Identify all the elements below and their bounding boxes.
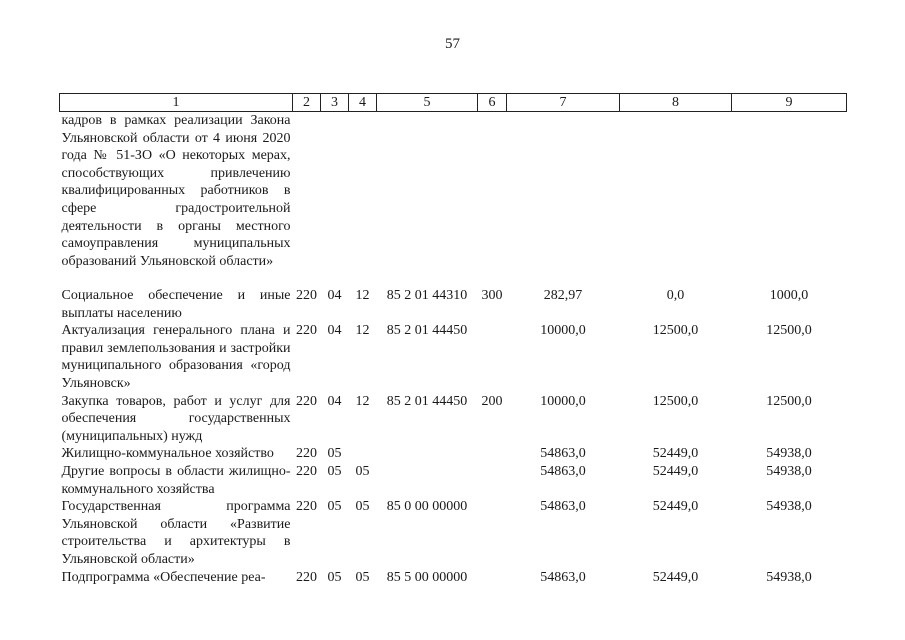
code-section: 04 (327, 288, 342, 303)
code-section: 05 (327, 569, 342, 585)
table-row (60, 569, 847, 587)
amount-col-9: 12500,0 (766, 393, 812, 409)
code-target: 85 5 00 00000 (386, 569, 468, 585)
code-grbs: 220 (296, 288, 317, 303)
table-row (60, 445, 847, 463)
code-expense-type (478, 463, 507, 498)
code-subsection: 12 (355, 393, 370, 409)
code-target: 85 2 01 44450 (386, 393, 468, 409)
amount-col-8: 12500,0 (652, 323, 699, 339)
code-grbs: 220 (296, 323, 317, 339)
code-expense-type (478, 445, 507, 463)
code-expense-type (478, 569, 507, 587)
code-expense-type (478, 322, 507, 392)
table-row (60, 463, 847, 498)
table-row (60, 287, 847, 322)
table-row (60, 393, 847, 446)
code-subsection: 05 (355, 499, 370, 515)
code-grbs: 220 (296, 463, 317, 479)
code-grbs: 220 (296, 499, 317, 515)
amount-col-9: 54938,0 (766, 569, 812, 585)
code-subsection (349, 112, 377, 288)
amount-col-7: 54863,0 (540, 463, 586, 479)
amount-col-8: 52449,0 (652, 499, 699, 515)
code-target: 85 2 01 44310 (386, 288, 468, 303)
table-row (60, 112, 847, 288)
code-section: 05 (327, 463, 342, 479)
code-grbs (293, 112, 321, 288)
header-cell-6: 6 (478, 94, 507, 112)
code-section: 04 (327, 393, 342, 409)
amount-col-8 (620, 112, 732, 288)
amount-col-9: 54938,0 (766, 446, 812, 462)
code-expense-type: 300 (481, 288, 503, 303)
item-name: Другие вопросы в области жилищно-коммунального хозяйства (61, 463, 291, 497)
code-target (377, 445, 478, 463)
code-grbs: 220 (296, 446, 317, 462)
amount-col-9: 12500,0 (766, 323, 812, 339)
item-name: Жилищно-коммунальное хозяйство (61, 446, 274, 462)
amount-col-9: 54938,0 (766, 463, 812, 479)
code-grbs: 220 (296, 393, 317, 409)
header-cell-2: 2 (293, 94, 321, 112)
code-target (377, 463, 478, 498)
amount-col-7: 54863,0 (540, 446, 586, 462)
header-cell-7: 7 (507, 94, 620, 112)
item-name: Актуализация генерального плана и правил землепользования и застройки муниципального образования «город Ульяновск» (61, 323, 291, 391)
code-section (321, 112, 349, 288)
amount-col-7: 10000,0 (540, 393, 586, 409)
code-expense-type: 200 (481, 393, 503, 409)
code-target: 85 0 00 00000 (386, 499, 468, 515)
code-target: 85 2 01 44450 (386, 323, 468, 339)
amount-col-9: 54938,0 (766, 499, 812, 515)
amount-col-8: 52449,0 (652, 569, 699, 585)
amount-col-7: 10000,0 (540, 323, 586, 339)
header-cell-3: 3 (321, 94, 349, 112)
header-cell-9: 9 (732, 94, 847, 112)
header-cell-5: 5 (377, 94, 478, 112)
page-number: 57 (445, 36, 460, 52)
amount-col-8: 52449,0 (652, 446, 699, 462)
header-row (60, 94, 847, 112)
amount-col-8: 12500,0 (652, 393, 699, 409)
code-subsection: 05 (355, 463, 370, 479)
code-subsection (349, 445, 377, 463)
budget-table (59, 93, 847, 586)
amount-col-7: 54863,0 (540, 499, 586, 515)
code-section: 04 (327, 323, 342, 339)
code-expense-type (478, 112, 507, 288)
item-name: Государственная программа Ульяновской области «Развитие строительства и архитектуры в Ульяновской области» (61, 499, 291, 567)
item-name: кадров в рамках реализации Закона Ульяновской области от 4 июня 2020 года № 51-ЗО «О некоторых мерах, способствующих привлечению квалифицированных работников в сфере градостроительной деятельности в органы местного самоуправления муниципальных образований Ульяновской области» (61, 113, 291, 269)
table-row (60, 322, 847, 392)
table-row (60, 498, 847, 568)
amount-col-9 (732, 112, 847, 288)
header-cell-1: 1 (60, 94, 293, 112)
code-section: 05 (327, 499, 342, 515)
item-name: Социальное обеспечение и иные выплаты населению (61, 288, 291, 321)
amount-col-8: 0,0 (666, 288, 685, 303)
code-grbs: 220 (296, 569, 317, 585)
amount-col-7: 282,97 (543, 288, 583, 303)
header-cell-4: 4 (349, 94, 377, 112)
code-expense-type (478, 498, 507, 568)
code-subsection: 05 (355, 569, 370, 585)
amount-col-7: 54863,0 (540, 569, 586, 585)
item-name: Подпрограмма «Обеспечение реа- (61, 569, 266, 585)
amount-col-7 (507, 112, 620, 288)
code-target (377, 112, 478, 288)
amount-col-9: 1000,0 (769, 288, 809, 303)
code-section: 05 (327, 446, 342, 462)
amount-col-8: 52449,0 (652, 463, 699, 479)
code-subsection: 12 (355, 288, 370, 303)
item-name: Закупка товаров, работ и услуг для обеспечения государственных (муниципальных) нужд (61, 393, 291, 444)
code-subsection: 12 (355, 323, 370, 339)
header-cell-8: 8 (620, 94, 732, 112)
